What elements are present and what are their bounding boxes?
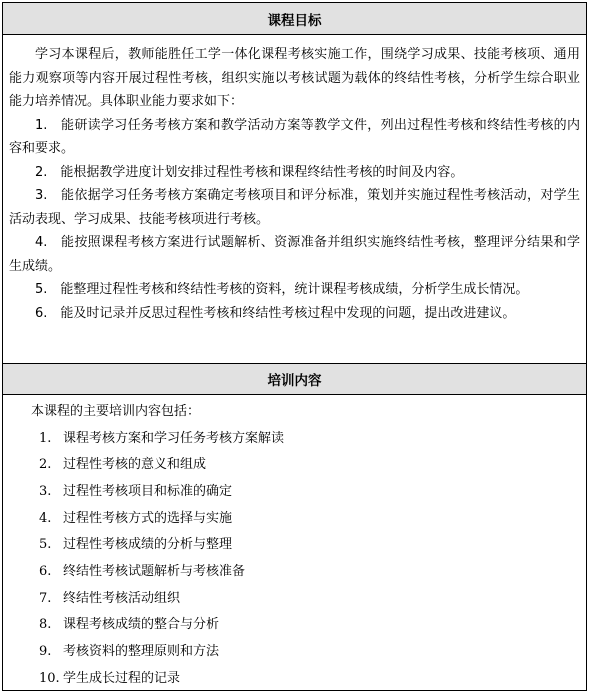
item-number: 3. — [39, 483, 52, 499]
list-item — [39, 506, 578, 533]
goal-number: 4. — [35, 235, 48, 250]
training-heading: 培训内容 — [3, 363, 586, 395]
goal-text: 能研读学习任务考核方案和教学活动方案等教学文件，列出过程性考核和终结性考核的内容和要求。 — [9, 117, 580, 156]
goal-text: 能及时记录并反思过程性考核和终结性考核过程中发现的问题，提出改进建议。 — [60, 305, 516, 321]
goal-item — [9, 278, 580, 302]
goal-number: 2. — [35, 164, 48, 180]
item-number: 8. — [39, 617, 52, 633]
goal-number: 6. — [35, 305, 48, 321]
item-text: 过程性考核成绩的分析与整理 — [63, 537, 233, 553]
item-number: 1. — [39, 430, 52, 446]
item-number: 7. — [39, 590, 52, 606]
item-text: 课程考核成绩的整合与分析 — [63, 617, 220, 633]
goal-item — [9, 161, 580, 185]
goals-section — [3, 35, 586, 363]
goals-intro: 学习本课程后，教师能胜任工学一体化课程考核实施工作，围绕学习成果、技能考核项、通用能力观察项等内容开展过程性考核，组织实施以考核试题为载体的终结性考核，分析学生综合职业能力培养情况。具体职业能力要求如下： — [9, 47, 580, 109]
list-item — [39, 532, 578, 559]
item-text: 终结性考核试题解析与考核准备 — [63, 564, 246, 580]
goal-number: 3. — [35, 188, 48, 203]
training-list — [31, 426, 578, 693]
item-text: 过程性考核的意义和组成 — [63, 457, 207, 473]
list-item — [39, 612, 578, 639]
list-item — [39, 639, 578, 666]
goal-text: 能整理过程性考核和终结性考核的资料，统计课程考核成绩，分析学生成长情况。 — [60, 282, 529, 297]
item-text: 终结性考核活动组织 — [63, 590, 181, 606]
list-item — [39, 586, 578, 613]
list-item — [39, 426, 578, 453]
item-text: 过程性考核方式的选择与实施 — [63, 510, 233, 526]
item-text: 课程考核方案和学习任务考核方案解读 — [63, 430, 285, 446]
training-section — [3, 395, 586, 693]
list-item — [39, 452, 578, 479]
training-lead: 本课程的主要培训内容包括： — [31, 404, 201, 419]
item-text: 考核资料的整理原则和方法 — [63, 644, 220, 660]
goals-heading: 课程目标 — [3, 3, 586, 35]
item-number: 10. — [39, 670, 60, 686]
goal-text: 能依据学习任务考核方案确定考核项目和评分标准，策划并实施过程性考核活动，对学生活动表现、学习成果、技能考核项进行考核。 — [9, 188, 580, 227]
item-number: 6. — [39, 564, 52, 580]
goal-item — [9, 184, 580, 231]
goal-item — [9, 302, 580, 326]
item-text: 学生成长过程的记录 — [63, 670, 181, 686]
item-text: 过程性考核项目和标准的确定 — [63, 483, 233, 499]
list-item — [39, 666, 578, 693]
list-item — [39, 479, 578, 506]
course-document — [2, 2, 587, 691]
goal-number: 1. — [35, 117, 48, 133]
goal-item — [9, 231, 580, 278]
goal-number: 5. — [35, 282, 48, 297]
goal-item — [9, 114, 580, 161]
item-number: 2. — [39, 457, 52, 473]
item-number: 5. — [39, 537, 52, 553]
item-number: 4. — [39, 510, 52, 526]
list-item — [39, 559, 578, 586]
goal-text: 能根据教学进度计划安排过程性考核和课程终结性考核的时间及内容。 — [60, 164, 464, 180]
goal-text: 能按照课程考核方案进行试题解析、资源准备并组织实施终结性考核，整理评分结果和学生成绩。 — [9, 235, 580, 274]
item-number: 9. — [39, 644, 52, 660]
